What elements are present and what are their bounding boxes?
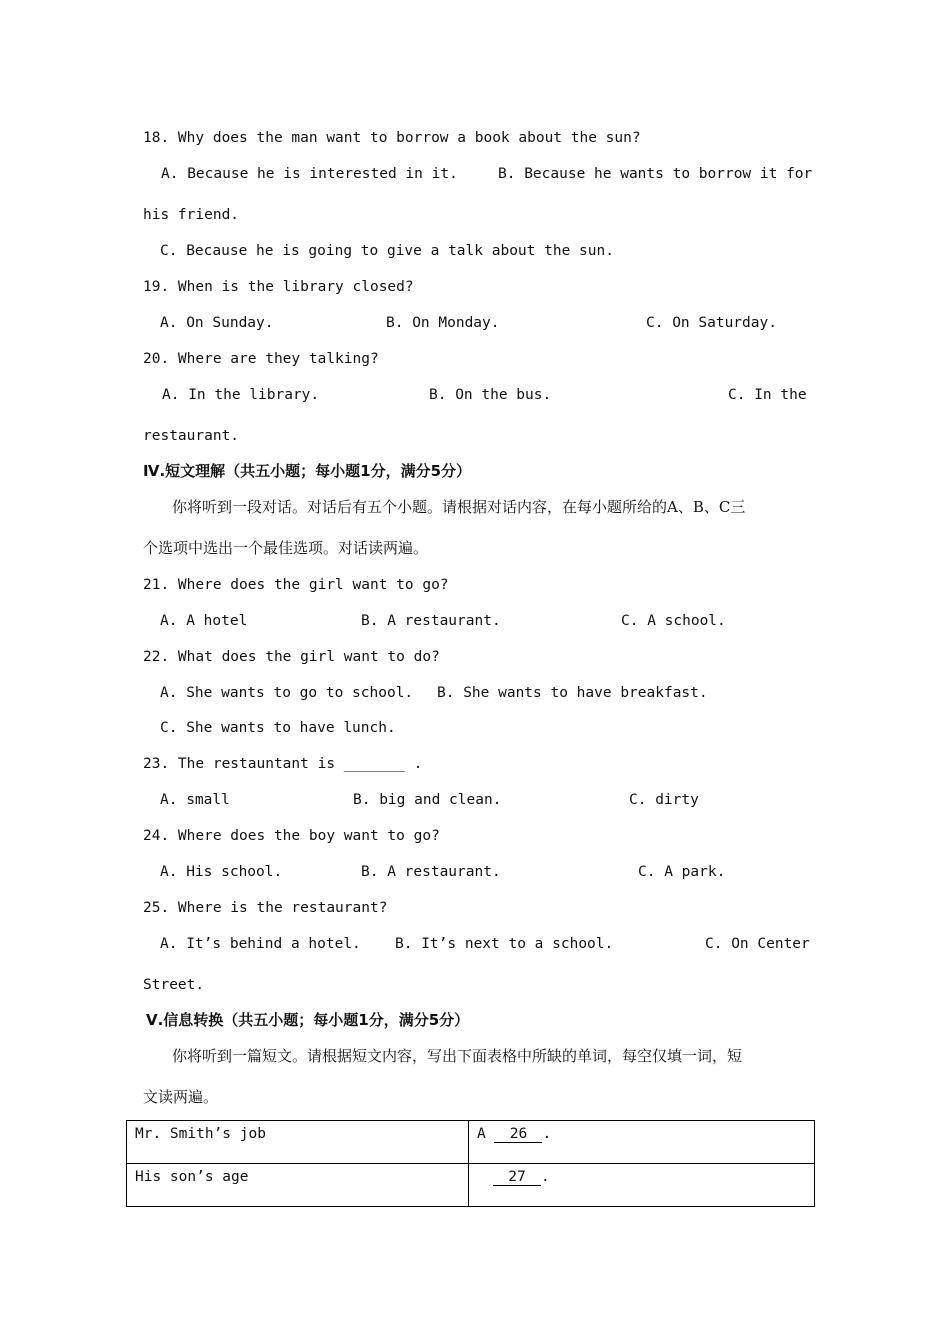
question-19-stem: 19. When is the library closed? [143,279,414,295]
question-23-stem: 23. The restauntant is _______ . [143,756,423,772]
question-24-option-a: A. His school. [160,864,283,880]
question-18-option-a: A. Because he is interested in it. [161,166,458,182]
question-25-option-a: A. It’s behind a hotel. [160,936,361,952]
question-21-option-c: C. A school. [621,613,726,629]
question-25-option-c-continued: Street. [143,977,205,993]
table-cell-label: Mr. Smith’s job [127,1121,469,1164]
answer-prefix: A [477,1126,486,1142]
answer-blank-26[interactable]: 26 [494,1126,542,1143]
question-23-option-c: C. dirty [629,792,699,808]
question-25-option-b: B. It’s next to a school. [395,936,614,952]
question-22-stem: 22. What does the girl want to do? [143,649,440,665]
answer-suffix: . [542,1126,552,1142]
question-20-option-a: A. In the library. [162,387,320,403]
question-21-option-a: A. A hotel [160,613,248,629]
question-19-option-b: B. On Monday. [386,315,500,331]
question-25-stem: 25. Where is the restaurant? [143,900,388,916]
table-cell-label: His son’s age [127,1164,469,1207]
question-20-option-b: B. On the bus. [429,387,552,403]
question-18-stem: 18. Why does the man want to borrow a book about the sun? [143,130,641,146]
question-20-option-c-continued: restaurant. [143,428,240,444]
question-19-option-a: A. On Sunday. [160,315,274,331]
question-18-option-b: B. Because he wants to borrow it for [498,166,813,182]
section-4-instruction-line-2: 个选项中选出一个最佳选项。对话读两遍。 [143,539,429,557]
section-5-instruction-line-2: 文读两遍。 [143,1088,219,1106]
section-4-heading: Ⅳ.短文理解（共五小题；每小题1分，满分5分） [143,462,472,480]
question-20-stem: 20. Where are they talking? [143,351,379,367]
question-18-option-c: C. Because he is going to give a talk about the sun. [160,243,614,259]
question-22-option-c: C. She wants to have lunch. [160,720,396,736]
question-24-stem: 24. Where does the boy want to go? [143,828,440,844]
answer-blank-27[interactable]: 27 [493,1169,541,1186]
question-21-option-b: B. A restaurant. [361,613,501,629]
question-25-option-c: C. On Center [705,936,810,952]
question-21-stem: 21. Where does the girl want to go? [143,577,449,593]
table-row [127,1121,815,1164]
section-4-instruction-line-1: 你将听到一段对话。对话后有五个小题。请根据对话内容，在每小题所给的A、B、C三 [172,498,746,516]
question-18-option-b-continued: his friend. [143,207,240,223]
question-24-option-b: B. A restaurant. [361,864,501,880]
table-cell-answer [469,1121,815,1164]
section-5-heading: Ⅴ.信息转换（共五小题；每小题1分，满分5分） [146,1011,470,1029]
question-22-option-b: B. She wants to have breakfast. [437,685,708,701]
info-table [126,1120,815,1207]
question-24-option-c: C. A park. [638,864,726,880]
table-cell-answer [469,1164,815,1207]
question-23-option-a: A. small [160,792,230,808]
question-23-option-b: B. big and clean. [353,792,502,808]
answer-suffix: . [541,1169,550,1185]
section-5-instruction-line-1: 你将听到一篇短文。请根据短文内容，写出下面表格中所缺的单词，每空仅填一词，短 [172,1047,743,1065]
question-22-option-a: A. She wants to go to school. [160,685,414,701]
question-19-option-c: C. On Saturday. [646,315,777,331]
table-row [127,1164,815,1207]
question-20-option-c: C. In the [728,387,807,403]
